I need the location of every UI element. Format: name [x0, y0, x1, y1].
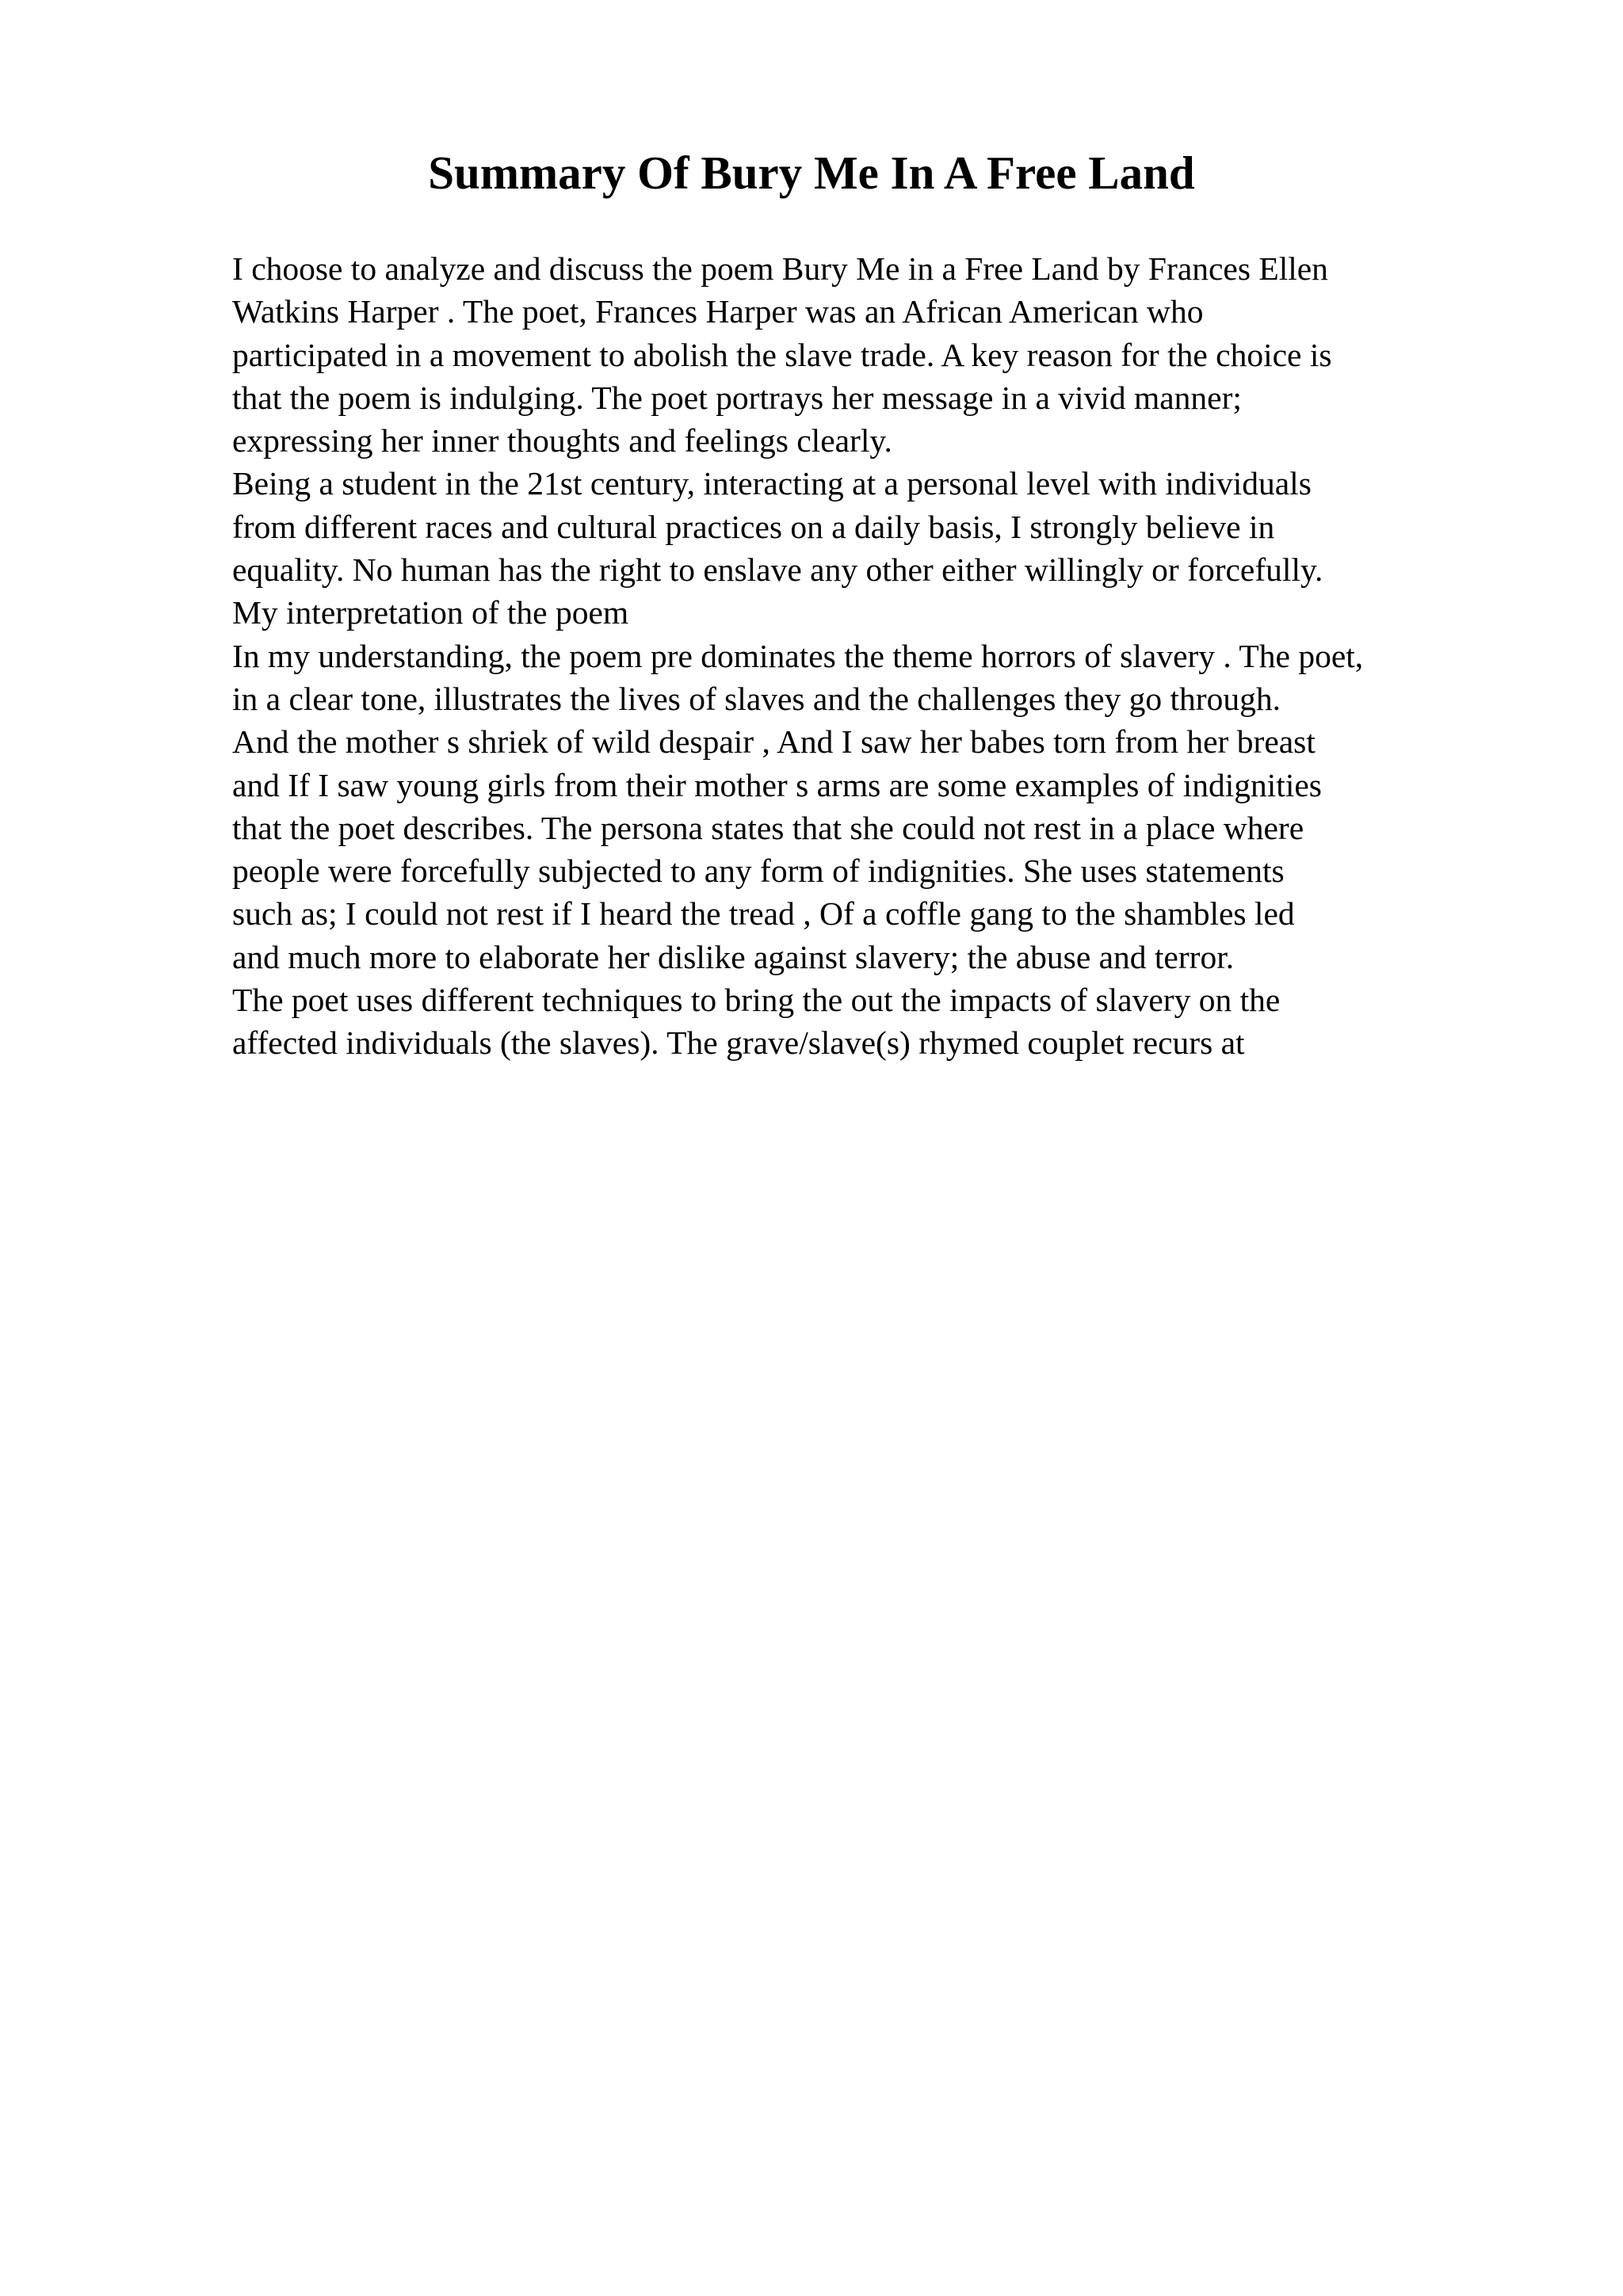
body-line: affected individuals (the slaves). The grave/slave(s) rhymed couplet recurs at: [232, 1024, 1245, 1062]
body-line: and If I saw young girls from their mother s arms are some examples of indignities: [232, 766, 1322, 803]
body-line: and much more to elaborate her dislike against slavery; the abuse and terror.: [232, 938, 1235, 975]
body-line: Watkins Harper . The poet, Frances Harper was an African American who: [232, 293, 1204, 330]
body-line: that the poet describes. The persona states that she could not rest in a place where: [232, 809, 1304, 846]
body-line: people were forcefully subjected to any form of indignities. She uses statements: [232, 852, 1285, 890]
body-line: My interpretation of the poem: [232, 594, 629, 631]
body-line: The poet uses different techniques to bring the out the impacts of slavery on the: [232, 982, 1281, 1019]
body-line: from different races and cultural practices on a daily basis, I strongly believe in: [232, 508, 1275, 545]
body-line: And the mother s shriek of wild despair , And I saw her babes torn from her breast: [232, 723, 1316, 761]
body-line: I choose to analyze and discuss the poem Bury Me in a Free Land by Frances Ellen: [232, 250, 1328, 287]
body-line: In my understanding, the poem pre dominates the theme horrors of slavery . The poet,: [232, 637, 1364, 674]
body-line: participated in a movement to abolish the slave trade. A key reason for the choice is: [232, 336, 1332, 373]
body-line: such as; I could not rest if I heard the tread , Of a coffle gang to the shambles led: [232, 895, 1295, 933]
document-title: Summary Of Bury Me In A Free Land: [428, 147, 1195, 199]
body-line: Being a student in the 21st century, interacting at a personal level with individuals: [232, 465, 1312, 502]
body-line: that the poem is indulging. The poet portrays her message in a vivid manner;: [232, 379, 1242, 416]
body-line: in a clear tone, illustrates the lives of slaves and the challenges they go through.: [232, 680, 1281, 717]
body-line: equality. No human has the right to enslave any other either willingly or forcefully.: [232, 551, 1323, 589]
document-body: [232, 247, 1595, 1065]
body-line: expressing her inner thoughts and feelings clearly.: [232, 422, 892, 460]
